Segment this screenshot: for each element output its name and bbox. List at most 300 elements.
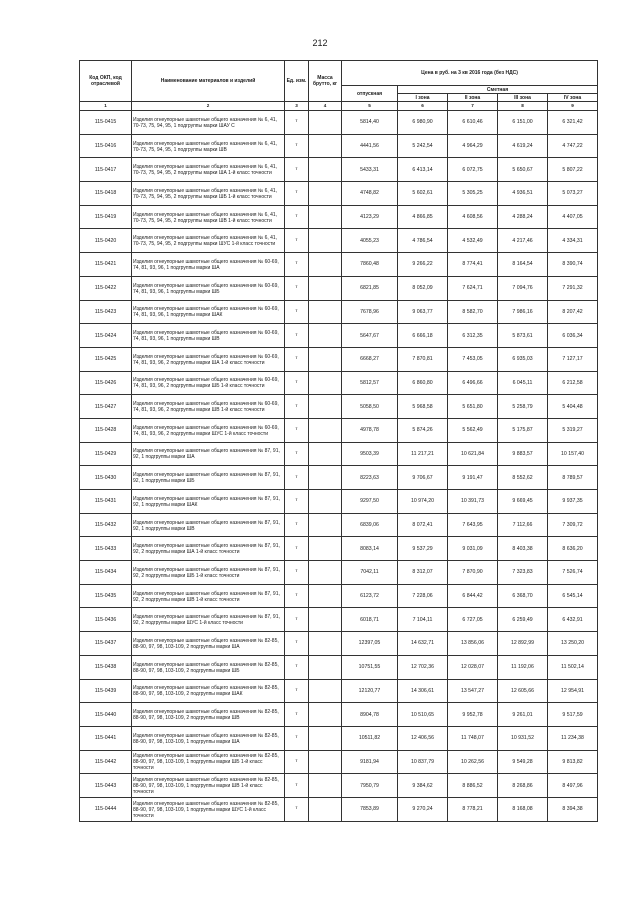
release-price: 8904,78: [342, 703, 398, 727]
release-price: 12397,05: [342, 632, 398, 656]
item-code: 115-0422: [80, 276, 132, 300]
zone-4-price: 6 036,34: [548, 324, 598, 348]
item-name: Изделия огнеупорные шамотные общего назначения № 60-69, 74, 81, 93, 96, 1 подгруппы марки ШБ: [132, 276, 285, 300]
zone-3-price: 12 605,66: [498, 679, 548, 703]
zone-1-price: 9 063,77: [398, 300, 448, 324]
item-unit: т: [285, 726, 309, 750]
item-mass: [309, 726, 342, 750]
item-name: Изделия огнеупорные шамотные общего назначения № 6, 41, 70-73, 75, 94, 95, 2 подгруппы марки ШВ 1-й класс точности: [132, 205, 285, 229]
item-code: 115-0434: [80, 561, 132, 585]
header-release: отпускная: [342, 86, 398, 102]
release-price: 4441,56: [342, 134, 398, 158]
zone-4-price: 6 321,42: [548, 111, 598, 135]
release-price: 7853,89: [342, 797, 398, 821]
item-name: Изделия огнеупорные шамотные общего назначения № 82-85, 88-90, 97, 98, 103-109, 2 подгруппы марки ША: [132, 632, 285, 656]
item-mass: [309, 395, 342, 419]
zone-3-price: 8 168,08: [498, 797, 548, 821]
item-mass: [309, 490, 342, 514]
table-row: [80, 655, 598, 679]
item-mass: [309, 442, 342, 466]
table-row: [80, 797, 598, 821]
item-code: 115-0443: [80, 774, 132, 798]
item-name: Изделия огнеупорные шамотные общего назначения № 60-69, 74, 81, 93, 96, 2 подгруппы марки ШУС 1-й класс точности: [132, 418, 285, 442]
zone-3-price: 7 094,76: [498, 276, 548, 300]
item-mass: [309, 632, 342, 656]
item-name: Изделия огнеупорные шамотные общего назначения № 82-85, 88-90, 97, 98, 103-109, 1 подгруппы марки ШУС 1-й класс точности: [132, 797, 285, 821]
item-unit: т: [285, 182, 309, 206]
item-unit: т: [285, 537, 309, 561]
zone-1-price: 12 702,36: [398, 655, 448, 679]
zone-4-price: 5 073,27: [548, 182, 598, 206]
column-number-row: [80, 102, 598, 111]
item-unit: т: [285, 513, 309, 537]
zone-3-price: 5 175,87: [498, 418, 548, 442]
zone-3-price: 5 258,79: [498, 395, 548, 419]
item-name: Изделия огнеупорные шамотные общего назначения № 87, 91, 92, 2 подгруппы марки ШУС 1-й класс точности: [132, 608, 285, 632]
table-row: [80, 229, 598, 253]
item-unit: т: [285, 679, 309, 703]
zone-2-price: 13 856,06: [448, 632, 498, 656]
item-name: Изделия огнеупорные шамотные общего назначения № 87, 91, 92, 1 подгруппы марки ШБ: [132, 466, 285, 490]
item-name: Изделия огнеупорные шамотные общего назначения № 87, 91, 92, 1 подгруппы марки ША: [132, 442, 285, 466]
item-unit: т: [285, 655, 309, 679]
zone-1-price: 6 860,80: [398, 371, 448, 395]
zone-4-price: 5 807,22: [548, 158, 598, 182]
release-price: 9181,94: [342, 750, 398, 774]
zone-3-price: 6 935,03: [498, 347, 548, 371]
zone-1-price: 6 413,14: [398, 158, 448, 182]
zone-4-price: 13 250,20: [548, 632, 598, 656]
release-price: 6123,72: [342, 584, 398, 608]
item-mass: [309, 561, 342, 585]
item-unit: т: [285, 158, 309, 182]
table-row: [80, 679, 598, 703]
item-code: 115-0442: [80, 750, 132, 774]
item-mass: [309, 205, 342, 229]
zone-2-price: 6 610,46: [448, 111, 498, 135]
zone-4-price: 7 309,72: [548, 513, 598, 537]
header-zone-4: IV зона: [548, 94, 598, 102]
zone-1-price: 9 266,22: [398, 253, 448, 277]
zone-1-price: 5 602,61: [398, 182, 448, 206]
item-unit: т: [285, 608, 309, 632]
item-code: 115-0420: [80, 229, 132, 253]
item-name: Изделия огнеупорные шамотные общего назначения № 87, 91, 92, 2 подгруппы марки ША 1-й класс точности: [132, 537, 285, 561]
item-code: 115-0440: [80, 703, 132, 727]
table-row: [80, 395, 598, 419]
item-unit: т: [285, 300, 309, 324]
zone-1-price: 4 866,85: [398, 205, 448, 229]
zone-3-price: 9 549,28: [498, 750, 548, 774]
header-name: Наименование материалов и изделий: [132, 61, 285, 102]
item-code: 115-0425: [80, 347, 132, 371]
item-code: 115-0435: [80, 584, 132, 608]
item-mass: [309, 134, 342, 158]
item-mass: [309, 324, 342, 348]
item-mass: [309, 182, 342, 206]
zone-2-price: 7 870,90: [448, 561, 498, 585]
item-code: 115-0437: [80, 632, 132, 656]
zone-1-price: 9 384,62: [398, 774, 448, 798]
column-number: 8: [498, 102, 548, 111]
item-code: 115-0436: [80, 608, 132, 632]
table-row: [80, 276, 598, 300]
column-number: 3: [285, 102, 309, 111]
zone-3-price: 4 217,46: [498, 229, 548, 253]
item-code: 115-0439: [80, 679, 132, 703]
item-name: Изделия огнеупорные шамотные общего назначения № 87, 91, 92, 2 подгруппы марки ШБ 1-й класс точности: [132, 561, 285, 585]
item-code: 115-0426: [80, 371, 132, 395]
item-unit: т: [285, 276, 309, 300]
zone-3-price: 8 552,62: [498, 466, 548, 490]
item-code: 115-0418: [80, 182, 132, 206]
zone-1-price: 10 974,20: [398, 490, 448, 514]
zone-4-price: 4 334,31: [548, 229, 598, 253]
zone-4-price: 4 407,05: [548, 205, 598, 229]
zone-2-price: 13 547,27: [448, 679, 498, 703]
item-name: Изделия огнеупорные шамотные общего назначения № 60-69, 74, 81, 93, 96, 1 подгруппы марки ШАК: [132, 300, 285, 324]
header-zone-2: II зона: [448, 94, 498, 102]
zone-1-price: 7 228,06: [398, 584, 448, 608]
zone-4-price: 11 234,38: [548, 726, 598, 750]
item-mass: [309, 584, 342, 608]
zone-4-price: 8 636,20: [548, 537, 598, 561]
item-name: Изделия огнеупорные шамотные общего назначения № 6, 41, 70-73, 75, 94, 95, 2 подгруппы марки ШБ 1-й класс точности: [132, 182, 285, 206]
zone-3-price: 4 619,24: [498, 134, 548, 158]
header-unit: Ед. изм.: [285, 61, 309, 102]
zone-2-price: 8 778,21: [448, 797, 498, 821]
zone-2-price: 5 305,25: [448, 182, 498, 206]
item-code: 115-0441: [80, 726, 132, 750]
zone-1-price: 14 306,61: [398, 679, 448, 703]
table-row: [80, 466, 598, 490]
column-number: 4: [309, 102, 342, 111]
zone-1-price: 14 632,71: [398, 632, 448, 656]
zone-3-price: 6 151,00: [498, 111, 548, 135]
zone-3-price: 10 931,52: [498, 726, 548, 750]
zone-2-price: 9 191,47: [448, 466, 498, 490]
item-unit: т: [285, 750, 309, 774]
column-number: 2: [132, 102, 285, 111]
zone-2-price: 8 582,70: [448, 300, 498, 324]
zone-1-price: 5 968,58: [398, 395, 448, 419]
zone-4-price: 8 207,42: [548, 300, 598, 324]
zone-3-price: 6 259,49: [498, 608, 548, 632]
item-code: 115-0427: [80, 395, 132, 419]
zone-3-price: 9 261,01: [498, 703, 548, 727]
item-mass: [309, 158, 342, 182]
zone-4-price: 6 432,91: [548, 608, 598, 632]
release-price: 6668,27: [342, 347, 398, 371]
release-price: 9297,50: [342, 490, 398, 514]
header-code: Код ОКП, код отраслевой: [80, 61, 132, 102]
item-mass: [309, 703, 342, 727]
table-row: [80, 371, 598, 395]
zone-4-price: 6 212,58: [548, 371, 598, 395]
zone-1-price: 6 666,18: [398, 324, 448, 348]
item-code: 115-0424: [80, 324, 132, 348]
zone-2-price: 7 453,05: [448, 347, 498, 371]
table-row: [80, 513, 598, 537]
header-estimate: Сметная: [398, 86, 598, 94]
zone-4-price: 8 789,57: [548, 466, 598, 490]
item-code: 115-0438: [80, 655, 132, 679]
zone-1-price: 11 217,21: [398, 442, 448, 466]
item-code: 115-0421: [80, 253, 132, 277]
zone-1-price: 4 786,54: [398, 229, 448, 253]
table-row: [80, 347, 598, 371]
zone-3-price: 8 164,54: [498, 253, 548, 277]
zone-3-price: 7 986,16: [498, 300, 548, 324]
item-name: Изделия огнеупорные шамотные общего назначения № 87, 91, 92, 2 подгруппы марки ШВ 1-й класс точности: [132, 584, 285, 608]
table-row: [80, 182, 598, 206]
zone-3-price: 6 368,70: [498, 584, 548, 608]
item-name: Изделия огнеупорные шамотные общего назначения № 6, 41, 70-73, 75, 94, 95, 2 подгруппы марки ША 1-й класс точности: [132, 158, 285, 182]
item-name: Изделия огнеупорные шамотные общего назначения № 60-69, 74, 81, 93, 96, 1 подгруппы марки ША: [132, 253, 285, 277]
zone-3-price: 9 883,57: [498, 442, 548, 466]
item-code: 115-0415: [80, 111, 132, 135]
column-number: 1: [80, 102, 132, 111]
table-row: [80, 561, 598, 585]
table-row: [80, 608, 598, 632]
item-mass: [309, 466, 342, 490]
zone-2-price: 6 496,66: [448, 371, 498, 395]
item-name: Изделия огнеупорные шамотные общего назначения № 60-69, 74, 81, 93, 96, 1 подгруппы марки ШВ: [132, 324, 285, 348]
zone-3-price: 8 403,38: [498, 537, 548, 561]
zone-2-price: 4 532,49: [448, 229, 498, 253]
zone-4-price: 7 127,17: [548, 347, 598, 371]
item-unit: т: [285, 253, 309, 277]
zone-1-price: 7 870,81: [398, 347, 448, 371]
item-code: 115-0429: [80, 442, 132, 466]
item-mass: [309, 111, 342, 135]
zone-2-price: 11 748,07: [448, 726, 498, 750]
item-mass: [309, 608, 342, 632]
table-row: [80, 703, 598, 727]
item-name: Изделия огнеупорные шамотные общего назначения № 87, 91, 92, 1 подгруппы марки ШВ: [132, 513, 285, 537]
table-row: [80, 300, 598, 324]
item-code: 115-0419: [80, 205, 132, 229]
table-row: [80, 134, 598, 158]
zone-1-price: 9 706,67: [398, 466, 448, 490]
item-code: 115-0433: [80, 537, 132, 561]
release-price: 7950,79: [342, 774, 398, 798]
zone-2-price: 10 621,84: [448, 442, 498, 466]
item-unit: т: [285, 205, 309, 229]
release-price: 5433,31: [342, 158, 398, 182]
zone-2-price: 6 072,75: [448, 158, 498, 182]
release-price: 4748,82: [342, 182, 398, 206]
item-name: Изделия огнеупорные шамотные общего назначения № 6, 41, 70-73, 75, 94, 95, 1 подгруппы марки ШВ: [132, 134, 285, 158]
item-mass: [309, 347, 342, 371]
item-unit: т: [285, 703, 309, 727]
zone-2-price: 8 886,52: [448, 774, 498, 798]
item-unit: т: [285, 347, 309, 371]
zone-3-price: 9 669,45: [498, 490, 548, 514]
item-mass: [309, 797, 342, 821]
release-price: 4055,23: [342, 229, 398, 253]
item-name: Изделия огнеупорные шамотные общего назначения № 82-85, 88-90, 97, 98, 103-109, 2 подгруппы марки ШВ: [132, 703, 285, 727]
zone-2-price: 9 952,78: [448, 703, 498, 727]
release-price: 5647,67: [342, 324, 398, 348]
header-mass: Масса брутто, кг: [309, 61, 342, 102]
table-row: [80, 584, 598, 608]
item-unit: т: [285, 561, 309, 585]
zone-3-price: 5 650,67: [498, 158, 548, 182]
table-row: [80, 774, 598, 798]
item-name: Изделия огнеупорные шамотные общего назначения № 82-85, 88-90, 97, 98, 103-109, 1 подгруппы марки ШВ 1-й класс точности: [132, 774, 285, 798]
item-mass: [309, 679, 342, 703]
zone-4-price: 5 319,27: [548, 418, 598, 442]
zone-1-price: 5 242,54: [398, 134, 448, 158]
item-name: Изделия огнеупорные шамотные общего назначения № 82-85, 88-90, 97, 98, 103-109, 1 подгруппы марки ША: [132, 726, 285, 750]
zone-4-price: 12 954,91: [548, 679, 598, 703]
item-unit: т: [285, 395, 309, 419]
item-mass: [309, 276, 342, 300]
item-code: 115-0430: [80, 466, 132, 490]
zone-2-price: 8 774,41: [448, 253, 498, 277]
zone-1-price: 8 052,09: [398, 276, 448, 300]
zone-1-price: 10 510,65: [398, 703, 448, 727]
item-mass: [309, 253, 342, 277]
item-name: Изделия огнеупорные шамотные общего назначения № 82-85, 88-90, 97, 98, 103-109, 2 подгруппы марки ШАК: [132, 679, 285, 703]
release-price: 10511,82: [342, 726, 398, 750]
release-price: 5814,40: [342, 111, 398, 135]
table-row: [80, 253, 598, 277]
zone-2-price: 6 312,35: [448, 324, 498, 348]
release-price: 9503,39: [342, 442, 398, 466]
item-mass: [309, 300, 342, 324]
zone-4-price: 8 497,96: [548, 774, 598, 798]
zone-2-price: 10 262,56: [448, 750, 498, 774]
item-unit: т: [285, 774, 309, 798]
header-zone-3: III зона: [498, 94, 548, 102]
release-price: 7860,48: [342, 253, 398, 277]
item-mass: [309, 418, 342, 442]
zone-3-price: 7 323,83: [498, 561, 548, 585]
item-unit: т: [285, 371, 309, 395]
table-row: [80, 726, 598, 750]
item-mass: [309, 513, 342, 537]
release-price: 8223,63: [342, 466, 398, 490]
header-zone-1: I зона: [398, 94, 448, 102]
zone-4-price: 7 526,74: [548, 561, 598, 585]
zone-4-price: 11 502,14: [548, 655, 598, 679]
item-unit: т: [285, 229, 309, 253]
item-mass: [309, 229, 342, 253]
zone-3-price: 6 045,11: [498, 371, 548, 395]
zone-4-price: 9 813,82: [548, 750, 598, 774]
zone-1-price: 9 270,24: [398, 797, 448, 821]
page-number: 212: [312, 38, 328, 48]
column-number: 7: [448, 102, 498, 111]
release-price: 5812,57: [342, 371, 398, 395]
release-price: 6018,71: [342, 608, 398, 632]
column-number: 9: [548, 102, 598, 111]
zone-4-price: 9 517,59: [548, 703, 598, 727]
zone-4-price: 5 404,48: [548, 395, 598, 419]
table-row: [80, 324, 598, 348]
zone-4-price: 6 545,14: [548, 584, 598, 608]
item-mass: [309, 537, 342, 561]
table-row: [80, 537, 598, 561]
item-code: 115-0416: [80, 134, 132, 158]
item-name: Изделия огнеупорные шамотные общего назначения № 6, 41, 70-73, 75, 94, 95, 2 подгруппы марки ШУС 1-й класс точности: [132, 229, 285, 253]
zone-2-price: 5 562,49: [448, 418, 498, 442]
zone-1-price: 10 837,79: [398, 750, 448, 774]
zone-3-price: 4 936,51: [498, 182, 548, 206]
zone-1-price: 8 312,07: [398, 561, 448, 585]
zone-4-price: 7 291,32: [548, 276, 598, 300]
table-row: [80, 490, 598, 514]
zone-1-price: 5 874,26: [398, 418, 448, 442]
zone-2-price: 9 031,09: [448, 537, 498, 561]
item-name: Изделия огнеупорные шамотные общего назначения № 60-69, 74, 81, 93, 96, 2 подгруппы марки ШВ 1-й класс точности: [132, 395, 285, 419]
release-price: 6821,85: [342, 276, 398, 300]
item-name: Изделия огнеупорные шамотные общего назначения № 82-85, 88-90, 97, 98, 103-109, 1 подгруппы марки ШБ 1-й класс точности: [132, 750, 285, 774]
zone-2-price: 4 964,29: [448, 134, 498, 158]
item-name: Изделия огнеупорные шамотные общего назначения № 6, 41, 70-73, 75, 94, 95, 1 подгруппы марки ШАУ С: [132, 111, 285, 135]
item-unit: т: [285, 324, 309, 348]
item-code: 115-0417: [80, 158, 132, 182]
release-price: 8083,14: [342, 537, 398, 561]
zone-3-price: 8 268,86: [498, 774, 548, 798]
release-price: 5058,50: [342, 395, 398, 419]
item-code: 115-0423: [80, 300, 132, 324]
item-unit: т: [285, 418, 309, 442]
item-mass: [309, 774, 342, 798]
zone-4-price: 9 937,35: [548, 490, 598, 514]
zone-2-price: 6 844,42: [448, 584, 498, 608]
zone-1-price: 6 980,90: [398, 111, 448, 135]
table-row: [80, 632, 598, 656]
release-price: 4978,78: [342, 418, 398, 442]
table-row: [80, 158, 598, 182]
zone-4-price: 8 394,38: [548, 797, 598, 821]
table-row: [80, 750, 598, 774]
item-name: Изделия огнеупорные шамотные общего назначения № 60-69, 74, 81, 93, 96, 2 подгруппы марки ША 1-й класс точности: [132, 347, 285, 371]
item-code: 115-0431: [80, 490, 132, 514]
zone-3-price: 7 112,66: [498, 513, 548, 537]
table-row: [80, 418, 598, 442]
zone-4-price: 10 157,40: [548, 442, 598, 466]
zone-2-price: 7 624,71: [448, 276, 498, 300]
zone-2-price: 4 608,56: [448, 205, 498, 229]
item-mass: [309, 655, 342, 679]
release-price: 6839,06: [342, 513, 398, 537]
item-name: Изделия огнеупорные шамотные общего назначения № 87, 91, 92, 1 подгруппы марки ШАК: [132, 490, 285, 514]
header-price: Цена в руб. на 3 кв 2016 года (без НДС): [342, 61, 598, 86]
zone-1-price: 7 104,11: [398, 608, 448, 632]
item-mass: [309, 750, 342, 774]
item-unit: т: [285, 632, 309, 656]
zone-4-price: 8 390,74: [548, 253, 598, 277]
release-price: 7042,11: [342, 561, 398, 585]
zone-2-price: 5 651,80: [448, 395, 498, 419]
zone-1-price: 9 537,29: [398, 537, 448, 561]
item-unit: т: [285, 797, 309, 821]
item-unit: т: [285, 466, 309, 490]
item-code: 115-0432: [80, 513, 132, 537]
release-price: 12120,77: [342, 679, 398, 703]
zone-3-price: 11 192,06: [498, 655, 548, 679]
zone-2-price: 6 727,05: [448, 608, 498, 632]
item-name: Изделия огнеупорные шамотные общего назначения № 82-85, 88-90, 97, 98, 103-109, 2 подгруппы марки ШБ: [132, 655, 285, 679]
item-unit: т: [285, 584, 309, 608]
table-row: [80, 442, 598, 466]
zone-3-price: 5 873,61: [498, 324, 548, 348]
column-number: 6: [398, 102, 448, 111]
